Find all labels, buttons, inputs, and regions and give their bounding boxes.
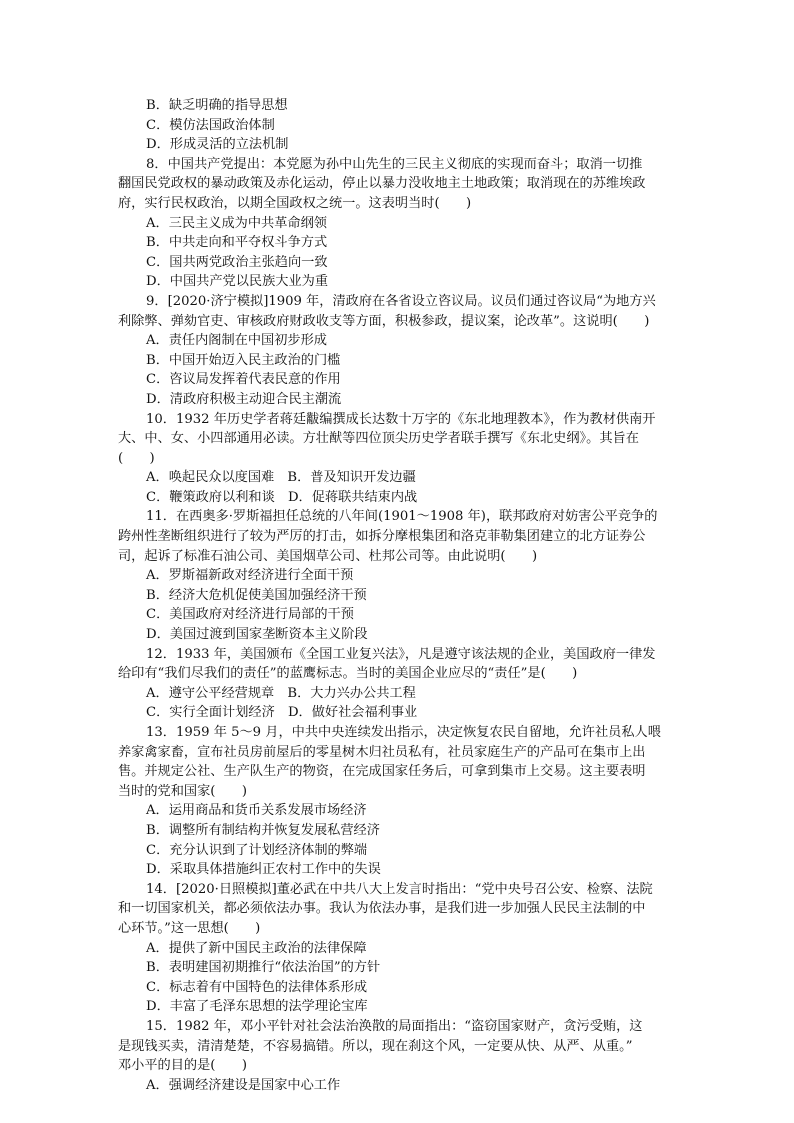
q13-option-d: D．采取具体措施纠正农村工作中的失误: [146, 862, 381, 878]
q14-option-c: C．标志着有中国特色的法律体系形成: [146, 979, 368, 995]
q8-option-a: A．三民主义成为中共革命纲领: [146, 215, 327, 231]
question-7-options: [118, 96, 678, 155]
q8-option-d: D．中国共产党以民族大业为重: [146, 274, 329, 290]
q11-stem: [118, 507, 678, 566]
q14-option-a: A．提供了新中国民主政治的法律保障: [146, 940, 367, 956]
q13-stem: [118, 723, 678, 801]
question-15: [118, 1017, 678, 1095]
q13-option-a: A．运用商品和货币关系发展市场经济: [146, 803, 367, 819]
q7-option-d: D．形成灵活的立法机制: [146, 137, 289, 153]
q9-stem: [118, 292, 678, 331]
q15-stem-line: 15．1982 年，邓小平针对社会法治涣散的局面指出：“盗窃国家财产，贪污受贿，这: [146, 1018, 643, 1034]
q11-option-a: A．罗斯福新政对经济进行全面干预: [146, 568, 354, 584]
q8-stem: [118, 155, 678, 214]
q8-stem-line: 翻国民党政权的暴动政策及赤化运动，停止以暴力没收地主土地政策；取消现在的苏维埃政: [118, 176, 646, 192]
q11-stem-line: 跨州性垄断组织进行了较为严厉的打击，如拆分摩根集团和洛克菲勒集团建立的北方证券公: [118, 529, 646, 545]
q15-stem-line: 邓小平的目的是( ): [118, 1058, 247, 1074]
q13-option-c: C．充分认识到了计划经济体制的弊端: [146, 842, 368, 858]
q11-option-b: B．经济大危机促使美国加强经济干预: [146, 587, 367, 603]
q9-option-c: C．咨议局发挥着代表民意的作用: [146, 372, 341, 388]
q12-stem: [118, 645, 678, 684]
q13-stem-line: 13．1959 年 5～9 月，中共中央连续发出指示，决定恢复农民自留地，允许社员私人喂: [146, 725, 661, 740]
q7-option-b: B．缺乏明确的指导思想: [146, 98, 288, 113]
q15-stem-line: 是现钱买卖，清清楚楚，不容易搞错。所以，现在刹这个风，一定要从快、从严、从重。”: [118, 1038, 633, 1054]
q12-options-ab: A．遵守公平经营规章 B．大力兴办公共工程: [146, 685, 416, 701]
q8-option-b: B．中共走向和平夺权斗争方式: [146, 235, 328, 251]
q10-options-ab: A．唤起民众以度国难 B．普及知识开发边疆: [146, 470, 416, 486]
question-8: [118, 155, 678, 292]
question-13: [118, 723, 678, 880]
q14-stem-line: 和一切国家机关，都必须依法办事。我认为依法办事，是我们进一步加强人民民主法制的中: [118, 901, 646, 917]
q10-stem-line: 大、中、女、小四部通用必读。方壮猷等四位顶尖历史学者联手撰写《东北史纲》。其旨在: [118, 431, 639, 447]
question-14: [118, 880, 678, 1017]
question-list: [118, 96, 678, 1095]
q14-stem: [118, 880, 678, 939]
q11-stem-line: 司，起诉了标准石油公司、美国烟草公司、杜邦公司等。由此说明( ): [118, 548, 538, 564]
q10-options-cd: C．鞭策政府以利和谈 D．促蒋联共结束内战: [146, 489, 418, 505]
q14-stem-line: 14．[2020·日照模拟]董必武在中共八大上发言时指出：“党中央号召公安、检察、法院: [146, 881, 653, 897]
q10-stem-line: ( ): [118, 450, 155, 466]
q14-stem-line: 心环节。”这一思想( ): [118, 920, 261, 936]
question-10: [118, 410, 678, 508]
q8-stem-line: 8．中国共产党提出：本党愿为孙中山先生的三民主义彻底的实现而奋斗；取消一切推: [146, 156, 643, 172]
q8-stem-line: 府，实行民权政治，以期全国政权之统一。这表明当时( ): [118, 195, 472, 211]
q14-option-d: D．丰富了毛泽东思想的法学理论宝库: [146, 999, 368, 1015]
q13-stem-line: 养家禽家畜，宣布社员房前屋后的零星树木归社员私有，社员家庭生产的产品可在集市上出: [118, 744, 646, 760]
q9-stem-line: 9．[2020·济宁模拟]1909 年，清政府在各省设立咨议局。议员们通过咨议局“为地方兴: [146, 293, 656, 309]
q13-stem-line: 当时的党和国家( ): [118, 783, 247, 799]
q9-stem-line: 利除弊、弹劾官吏、审核政府财政收支等方面，积极参政，提议案，论改革”。这说明( ): [118, 313, 650, 329]
q9-option-a: A．责任内阁制在中国初步形成: [146, 333, 327, 349]
q8-option-c: C．国共两党政治主张趋向一致: [146, 254, 328, 270]
q12-options-cd: C．实行全面计划经济 D．做好社会福利事业: [146, 705, 418, 721]
q9-option-d: D．清政府积极主动迎合民主潮流: [146, 391, 342, 407]
q15-stem: [118, 1017, 678, 1076]
q12-stem-line: 12．1933 年，美国颁布《全国工业复兴法》，凡是遵守该法规的企业，美国政府一律发: [146, 646, 656, 662]
question-11: [118, 507, 678, 644]
q11-option-d: D．美国过渡到国家垄断资本主义阶段: [146, 627, 368, 643]
q10-stem: [118, 410, 678, 469]
q11-option-c: C．美国政府对经济进行局部的干预: [146, 607, 354, 623]
q12-stem-line: 给印有“我们尽我们的责任”的蓝鹰标志。当时的美国企业应尽的“责任”是( ): [118, 666, 578, 682]
q13-stem-line: 售。并规定公社、生产队生产的物资，在完成国家任务后，可拿到集市上交易。这主要表明: [118, 764, 646, 780]
question-9: [118, 292, 678, 410]
question-12: [118, 645, 678, 723]
q15-option-a: A．强调经济建设是国家中心工作: [146, 1077, 341, 1093]
q7-option-c: C．模仿法国政治体制: [146, 117, 275, 133]
q11-stem-line: 11．在西奥多·罗斯福担任总统的八年间(1901～1908 年)，联邦政府对妨害公平竞争的: [146, 509, 658, 525]
q9-option-b: B．中国开始迈入民主政治的门槛: [146, 352, 341, 368]
q14-option-b: B．表明建国初期推行“依法治国”的方针: [146, 960, 381, 976]
q13-option-b: B．调整所有制结构并恢复发展私营经济: [146, 822, 380, 838]
q10-stem-line: 10．1932 年历史学者蒋廷黻编撰成长达数十万字的《东北地理教本》，作为教材供南开: [146, 411, 656, 427]
